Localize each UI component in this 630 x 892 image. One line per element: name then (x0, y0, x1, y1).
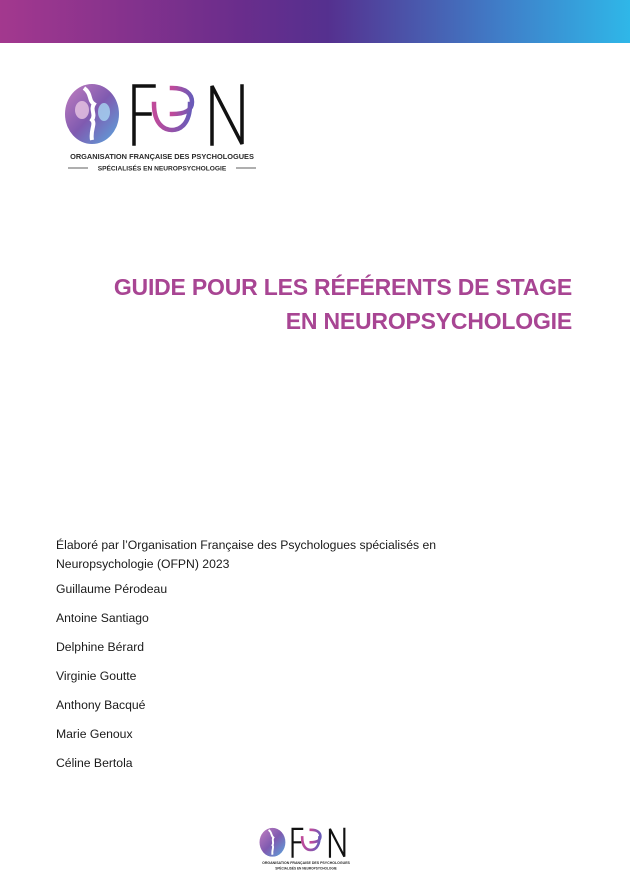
org-name-line2: SPÉCIALISÉS EN NEUROPSYCHOLOGIE (275, 866, 337, 871)
title-line-1: GUIDE POUR LES RÉFÉRENTS DE STAGE (113, 274, 572, 300)
author-name: Delphine Bérard (56, 640, 145, 654)
credits-block (56, 536, 576, 784)
ofpn-logo (62, 80, 262, 176)
author-name: Guillaume Pérodeau (56, 582, 168, 596)
org-name-line1: ORGANISATION FRANÇAISE DES PSYCHOLOGUES (70, 152, 254, 161)
author-name: Virginie Goutte (56, 669, 137, 683)
org-name-line2: SPÉCIALISÉS EN NEUROPSYCHOLOGIE (97, 165, 227, 173)
author-name: Marie Genoux (56, 727, 133, 741)
brain-faces-icon (260, 828, 286, 857)
header-gradient-band (0, 0, 630, 43)
document-title (52, 270, 572, 338)
author-name: Céline Bertola (56, 756, 133, 770)
fpn-letters (293, 829, 345, 857)
fpn-letters (134, 86, 242, 144)
title-line-2: EN NEUROPSYCHOLOGIE (285, 308, 572, 334)
author-name: Anthony Bacqué (56, 698, 146, 712)
author-name: Antoine Santiago (56, 611, 149, 625)
ofpn-footer-logo (258, 826, 354, 872)
org-name-line1: ORGANISATION FRANÇAISE DES PSYCHOLOGUES (262, 860, 350, 865)
credits-intro (56, 536, 576, 573)
credits-intro-line-1: Élaboré par l’Organisation Française des Psychologues spécialisés en (56, 538, 437, 552)
credits-intro-line-2: Neuropsychologie (OFPN) 2023 (56, 556, 230, 571)
brain-faces-icon (65, 84, 119, 144)
